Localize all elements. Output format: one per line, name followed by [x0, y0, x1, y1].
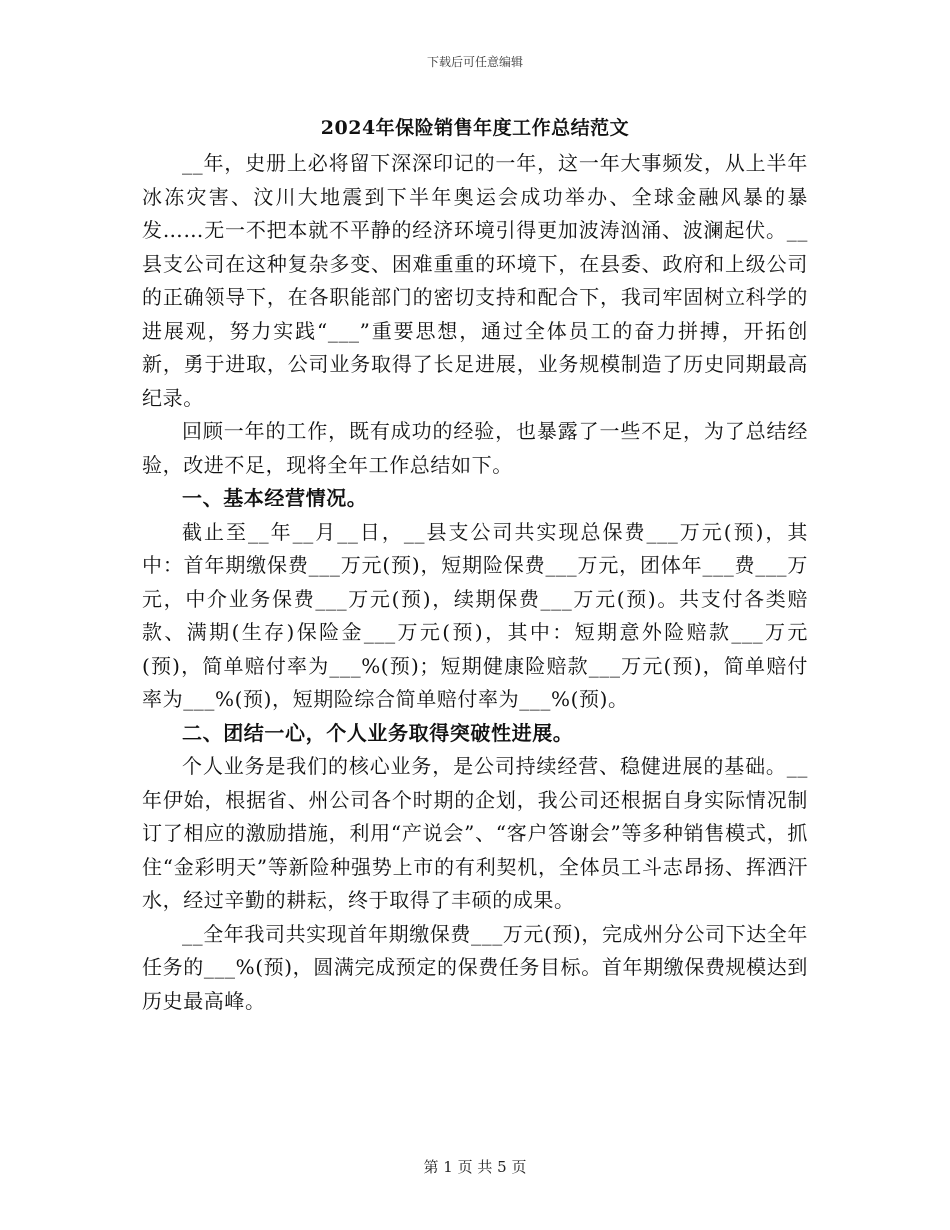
review-paragraph: 回顾一年的工作，既有成功的经验，也暴露了一些不足，为了总结经验，改进不足，现将全年工作总结如下。	[142, 419, 808, 477]
section-1-heading: 一、基本经营情况。	[182, 486, 368, 510]
section-2-paragraph: __全年我司共实现首年期缴保费___万元(预)，完成州分公司下达全年任务的___%(预)，圆满完成预定的保费任务目标。首年期缴保费规模达到历史最高峰。	[142, 921, 809, 1013]
document-title: 2024年保险销售年度工作总结范文	[320, 117, 630, 139]
section-2-heading: 二、团结一心，个人业务取得突破性进展。	[182, 720, 574, 745]
intro-paragraph: __年，史册上必将留下深深印记的一年，这一年大事频发，从上半年冰冻灾害、汶川大地震到下半年奥运会成功举办、全球金融风暴的暴发……无一不把本就不平静的经济环境引得更加波涛汹涌、波澜起伏。__县支公司在这种复杂多变、困难重重的环境下，在县委、政府和上级公司的正确领导下，在各职能部门的密切支持和配合下，我司牢固树立科学的进展观，努力实践“___”重要思想，通过全体员工的奋力拼搏，开拓创新，勇于进取，公司业务取得了长足进展，业务规模制造了历史同期最高纪录。	[142, 151, 808, 410]
page-header-note: 下载后可任意编辑	[426, 55, 523, 69]
section-2-paragraph: 个人业务是我们的核心业务，是公司持续经营、稳健进展的基础。__年伊始，根据省、州公司各个时期的企划，我公司还根据自身实际情况制订了相应的激励措施，利用“产说会”、“客户答谢会”等多种销售模式，抓住“金彩明天”等新险种强势上市的有利契机，全体员工斗志昂扬、挥洒汗水，经过辛勤的耕耘，终于取得了丰硕的成果。	[142, 754, 808, 912]
document-body	[142, 147, 808, 1018]
page-number: 第 1 页 共 5 页	[423, 1158, 527, 1176]
section-1-paragraph: 截止至__年__月__日，__县支公司共实现总保费___万元(预)，其中：首年期缴保费___万元(预)，短期险保费___万元，团体年___费___万元，中介业务保费___万元(预)，续期保费___万元(预)。共支付各类赔款、满期(生存)保险金___万元(预)，其中：短期意外险赔款___万元(预)，简单赔付率为___%(预)；短期健康险赔款___万元(预)，简单赔付率为___%(预)，短期险综合简单赔付率为___%(预)。	[142, 519, 808, 711]
